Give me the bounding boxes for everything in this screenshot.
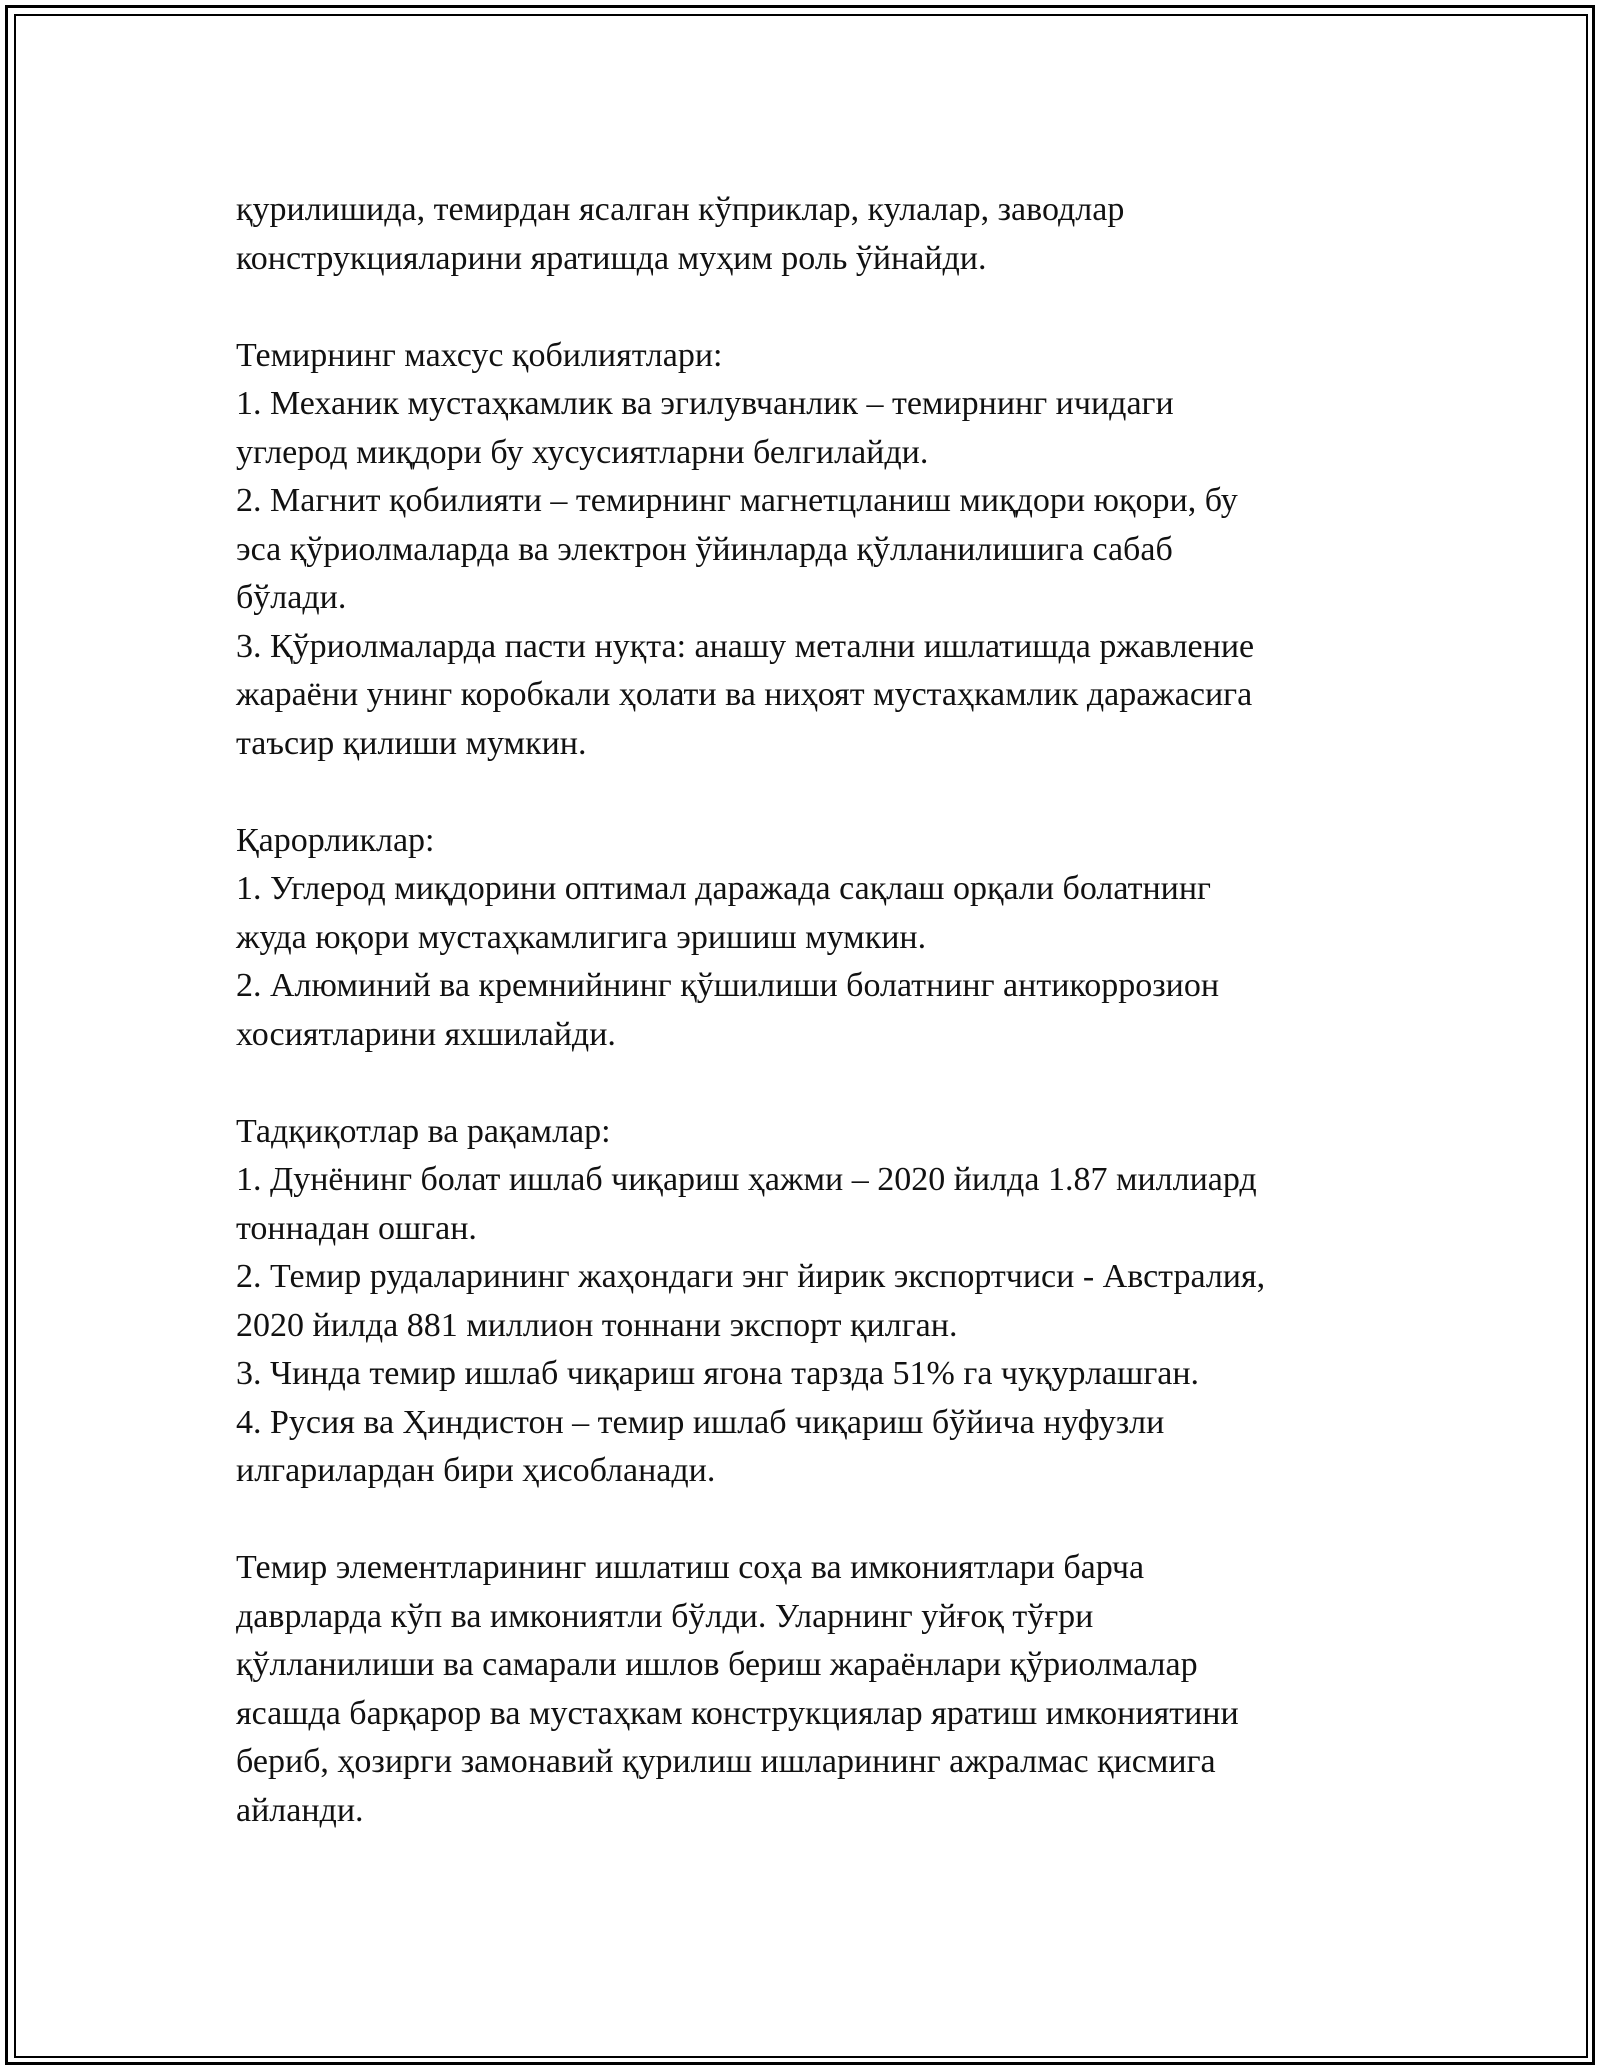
list-line: 1. Углерод миқдорини оптимал даражада сақлаш орқали болатнинг	[236, 870, 1211, 907]
list-line: 1. Дунёнинг болат ишлаб чиқариш ҳажми – 2020 йилда 1.87 миллиард	[236, 1161, 1257, 1198]
list-line: 2020 йилда 881 миллион тоннани экспорт қилган.	[236, 1306, 958, 1344]
paragraph-spacer	[236, 1496, 1366, 1545]
text-line: айланди.	[236, 1791, 364, 1829]
list-line: 4. Русия ва Ҳиндистон – темир ишлаб чиқариш бўйича нуфузли	[236, 1403, 1165, 1441]
text-line: қурилишида, темирдан ясалган кўприклар, кулалар, заводлар	[236, 191, 1125, 228]
list-line: тоннадан ошган.	[236, 1209, 477, 1247]
abilities-section	[236, 332, 1366, 769]
paragraph-spacer	[236, 768, 1366, 817]
paragraph-spacer	[236, 283, 1366, 332]
list-line: илгарилардан бири ҳисобланади.	[236, 1452, 716, 1489]
list-line: жараёни унинг коробкали ҳолати ва ниҳоят мустаҳкамлик даражасига	[236, 676, 1253, 713]
conclusion-paragraph	[236, 1544, 1366, 1835]
list-line: жуда юқори мустаҳкамлигига эришиш мумкин.	[236, 918, 927, 956]
list-line: 2. Алюминий ва кремнийнинг қўшилиши болатнинг антикоррозион	[236, 967, 1220, 1004]
list-line: эса қўриолмаларда ва электрон ўйинларда қўлланилишига сабаб	[236, 530, 1173, 568]
decisions-section	[236, 817, 1366, 1060]
text-line: конструкцияларини яратишда муҳим роль ўйнайди.	[236, 239, 987, 277]
list-line: 3. Чинда темир ишлаб чиқариш ягона тарзда 51% га чуқурлашган.	[236, 1355, 1200, 1392]
list-line: 2. Магнит қобилияти – темирнинг магнетцланиш миқдори юқори, бу	[236, 482, 1238, 519]
text-line: Темир элементларининг ишлатиш соҳа ва имкониятлари барча	[236, 1549, 1145, 1586]
paragraph-spacer	[236, 1059, 1366, 1108]
text-line: бериб, ҳозирги замонавий қурилиш ишларининг ажралмас қисмига	[236, 1743, 1216, 1780]
list-line: бўлади.	[236, 579, 347, 616]
list-line: углерод миқдори бу хусусиятларни белгилайди.	[236, 433, 929, 471]
list-line: 2. Темир рудаларининг жаҳондаги энг йирик экспортчиси - Австралия,	[236, 1258, 1266, 1295]
section-heading: Темирнинг махсус қобилиятлари:	[236, 336, 723, 374]
list-line: 1. Механик мустаҳкамлик ва эгилувчанлик – темирнинг ичидаги	[236, 385, 1174, 422]
document-body	[236, 186, 1366, 1835]
text-line: ясашда барқарор ва мустаҳкам конструкциялар яратиш имкониятини	[236, 1694, 1239, 1732]
text-line: қўлланилиши ва самарали ишлов бериш жараёнлари қўриолмалар	[236, 1646, 1198, 1683]
list-line: хосиятларини яхшилайди.	[236, 1015, 616, 1053]
research-section	[236, 1108, 1366, 1496]
section-heading: Қарорликлар:	[236, 821, 435, 859]
list-line: 3. Қўриолмаларда пасти нуқта: анашу метални ишлатишда ржавление	[236, 627, 1255, 665]
intro-paragraph	[236, 186, 1366, 283]
list-line: таъсир қилиши мумкин.	[236, 724, 587, 762]
text-line: даврларда кўп ва имкониятли бўлди. Уларнинг уйғоқ тўғри	[236, 1597, 1094, 1635]
section-heading: Тадқиқотлар ва рақамлар:	[236, 1112, 611, 1150]
